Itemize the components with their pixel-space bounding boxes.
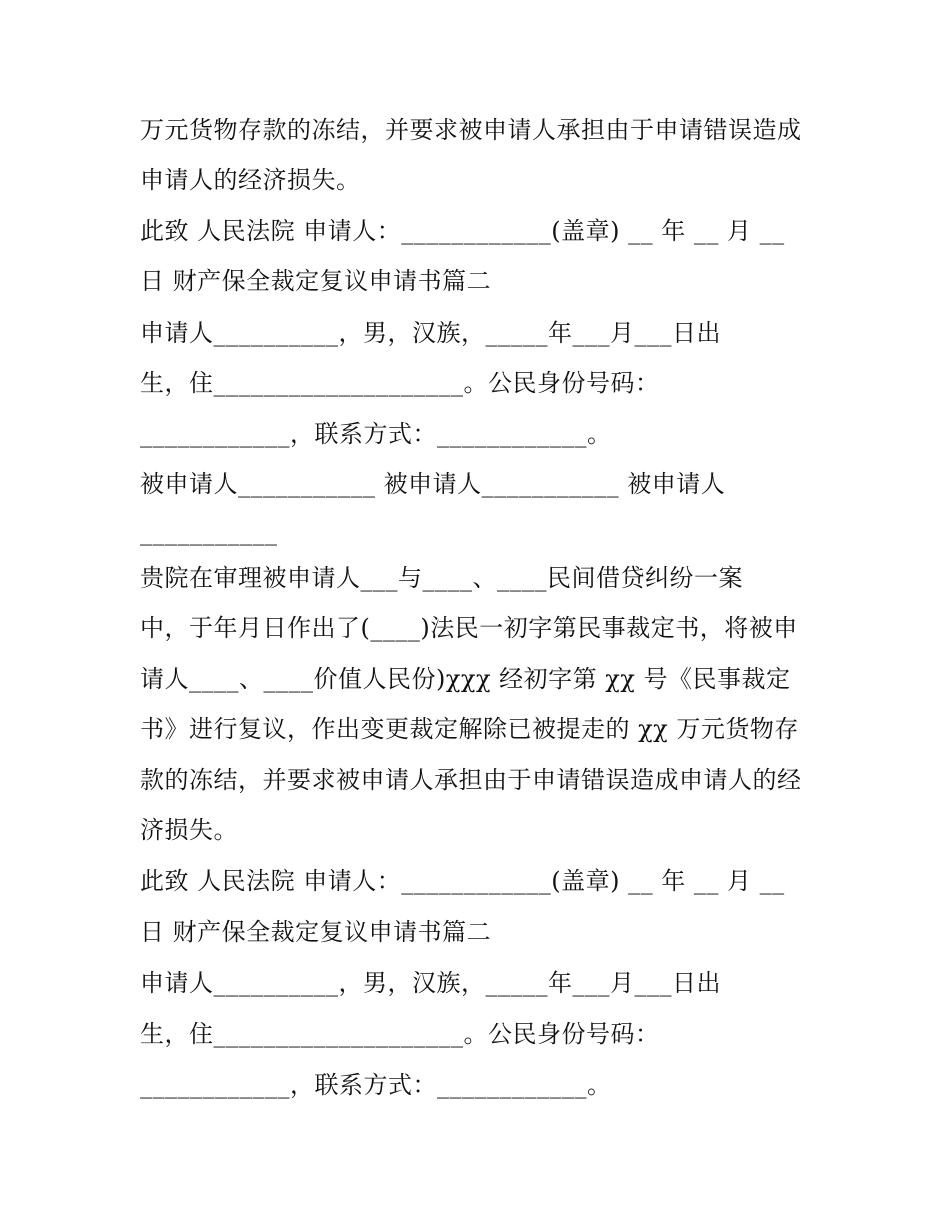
text-line: 申请人的经济损失。 [140, 166, 361, 194]
text-line: 生，住____________________。公民身份号码： [140, 369, 660, 397]
text-line: 日 财产保全裁定复议申请书篇二 [140, 918, 492, 946]
text-line: 贵院在审理被申请人___与____、____民间借贷纠纷一案 [140, 564, 743, 592]
text-line: 款的冻结，并要求被申请人承担由于申请错误造成申请人的经 [140, 766, 802, 794]
text-line: 日 财产保全裁定复议申请书篇二 [140, 267, 492, 295]
text-line: 此致 人民法院 申请人：____________(盖章) __ 年 __ 月 __ [140, 217, 785, 245]
text-line: 书》进行复议，作出变更裁定解除已被提走的 χχ 万元货物存 [140, 715, 799, 743]
text-line: 申请人__________，男，汉族，_____年___月___日出 [140, 319, 721, 347]
text-line: ____________，联系方式：____________。 [140, 1071, 612, 1099]
text-line: 中，于年月日作出了(____)法民一初字第民事裁定书，将被申 [140, 614, 798, 642]
text-line: 万元货物存款的冻结，并要求被申请人承担由于申请错误造成 [140, 116, 802, 144]
text-line: 此致 人民法院 申请人：____________(盖章) __ 年 __ 月 __ [140, 867, 785, 895]
text-line: ___________ [140, 518, 278, 546]
text-line: 请人____、____价值人民份)χχχ 经初字第 χχ 号《民事裁定 [140, 665, 791, 693]
text-line: 被申请人___________ 被申请人___________ 被申请人 [140, 470, 726, 498]
text-line: 生，住____________________。公民身份号码： [140, 1020, 660, 1048]
text-line: 济损失。 [140, 816, 238, 844]
text-line: 申请人__________，男，汉族，_____年___月___日出 [140, 969, 721, 997]
text-line: ____________，联系方式：____________。 [140, 420, 612, 448]
